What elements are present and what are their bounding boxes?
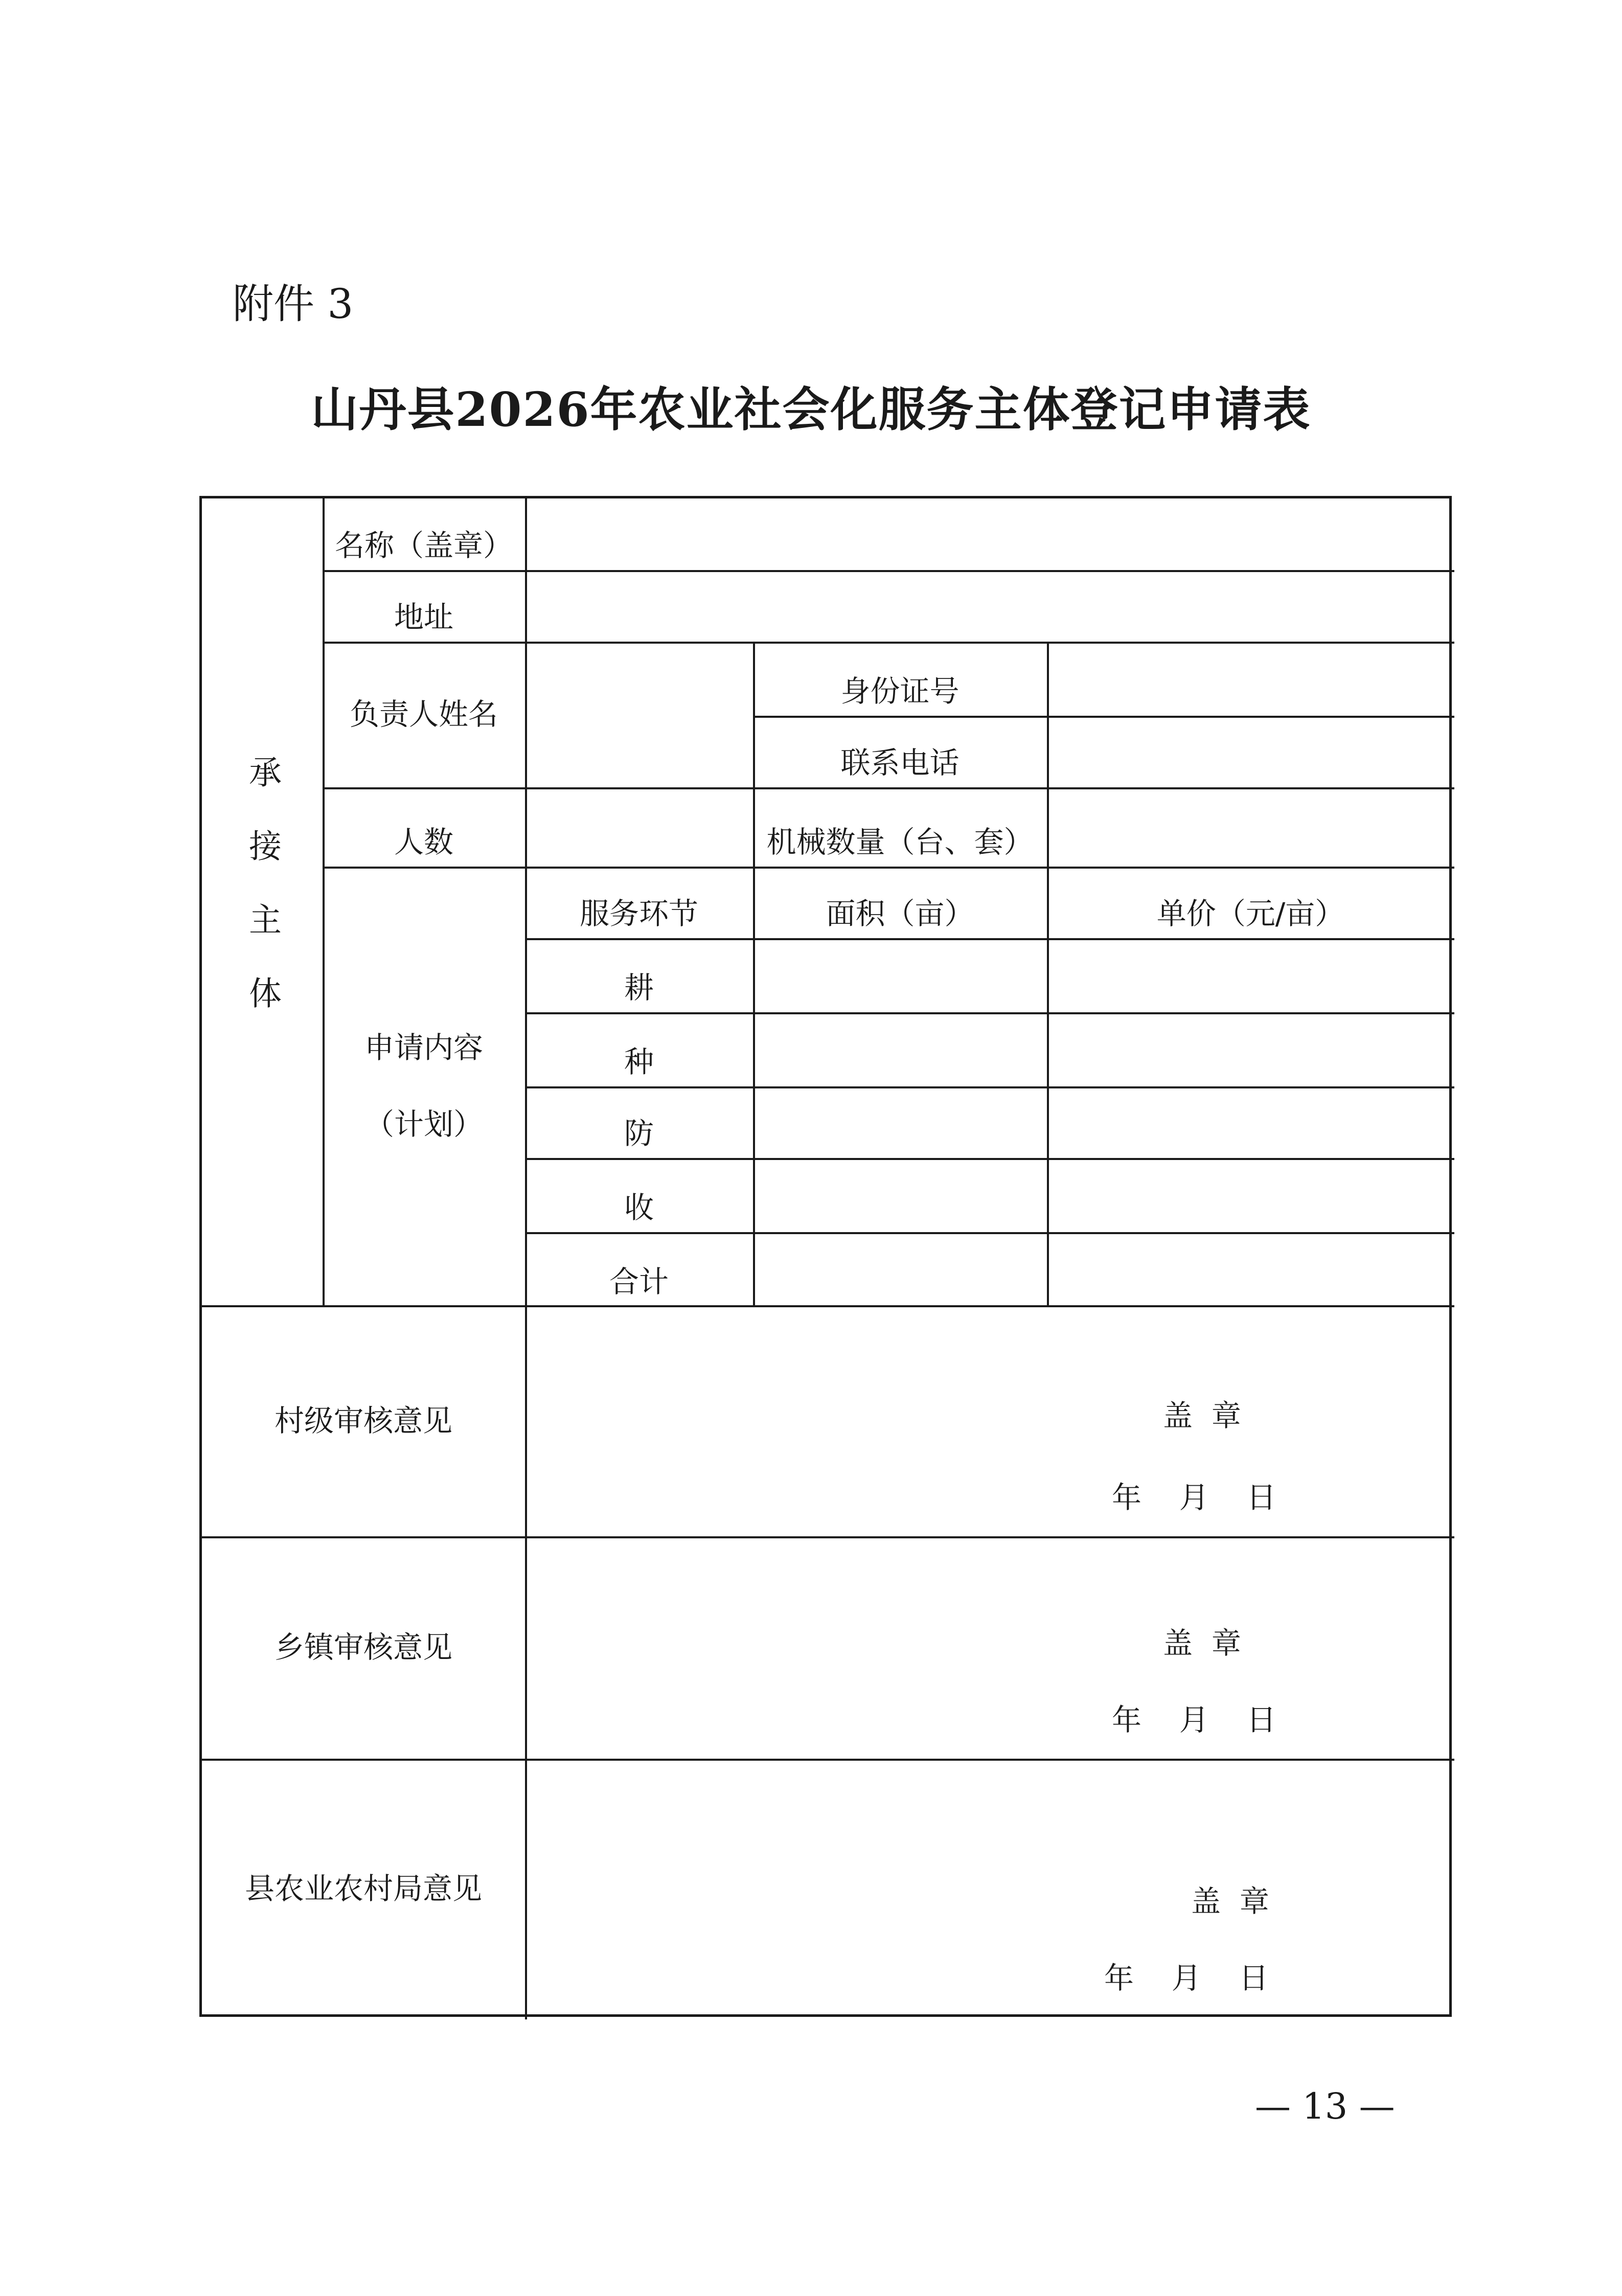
service-row-label: 种	[624, 1044, 654, 1080]
service-row-label: 耕	[624, 970, 654, 1006]
service-row-label: 防	[624, 1116, 654, 1151]
people-count-field[interactable]	[525, 787, 753, 867]
name-label: 名称（盖章）	[334, 528, 513, 563]
township-review-field[interactable]	[525, 1536, 1454, 1759]
address-field[interactable]	[525, 570, 1454, 642]
id-number-label: 身份证号	[840, 674, 960, 709]
page-title: 山丹县2026年农业社会化服务主体登记申请表	[311, 382, 1311, 437]
unit-price-field[interactable]	[1047, 1086, 1454, 1158]
attachment-label: 附件 3	[233, 280, 354, 328]
application-label-line1: 申请内容	[364, 1030, 483, 1065]
unit-price-field[interactable]	[1047, 1012, 1454, 1086]
people-count-label: 人数	[394, 825, 453, 860]
village-review-label: 村级审核意见	[274, 1403, 452, 1439]
leader-name-field[interactable]	[525, 642, 753, 787]
registration-form	[199, 496, 1452, 2017]
township-review-seal: 盖 章	[1163, 1626, 1241, 1661]
unit-price-total-field[interactable]	[1047, 1232, 1454, 1306]
unit-price-field[interactable]	[1047, 938, 1454, 1012]
application-label	[323, 867, 525, 1306]
name-field[interactable]	[525, 498, 1454, 570]
area-total-field[interactable]	[753, 1232, 1047, 1306]
county-review-field[interactable]	[525, 1759, 1454, 2019]
county-review-seal: 盖 章	[1191, 1884, 1269, 1919]
village-review-date: 年 月 日	[1112, 1480, 1276, 1515]
column-header-service-link: 服务环节	[579, 896, 698, 931]
page-number: — 13 —	[1255, 2085, 1395, 2127]
column-header-unit-price: 单价（元/亩）	[1156, 896, 1345, 931]
section-main-text: 承接主体	[243, 755, 281, 1050]
id-number-field[interactable]	[1047, 642, 1454, 716]
application-label-line2: （计划）	[364, 1107, 483, 1142]
area-field[interactable]	[753, 938, 1047, 1012]
county-review-date: 年 月 日	[1104, 1961, 1269, 1995]
machinery-label: 机械数量（台、套）	[766, 825, 1034, 860]
area-field[interactable]	[753, 1158, 1047, 1232]
service-row-label-total: 合计	[609, 1264, 669, 1300]
column-header-area: 面积（亩）	[826, 896, 974, 931]
unit-price-field[interactable]	[1047, 1158, 1454, 1232]
phone-field[interactable]	[1047, 716, 1454, 787]
township-review-label: 乡镇审核意见	[274, 1629, 452, 1665]
address-label: 地址	[394, 600, 453, 635]
area-field[interactable]	[753, 1086, 1047, 1158]
village-review-field[interactable]	[525, 1306, 1454, 1536]
section-main-label	[202, 498, 323, 1306]
township-review-date: 年 月 日	[1112, 1702, 1276, 1737]
phone-label: 联系电话	[840, 745, 960, 781]
county-review-label: 县农业农村局意见	[244, 1871, 482, 1906]
area-field[interactable]	[753, 1012, 1047, 1086]
leader-name-label: 负责人姓名	[349, 696, 498, 732]
village-review-seal: 盖 章	[1163, 1398, 1241, 1433]
machinery-field[interactable]	[1047, 787, 1454, 867]
service-row-label: 收	[624, 1190, 654, 1225]
